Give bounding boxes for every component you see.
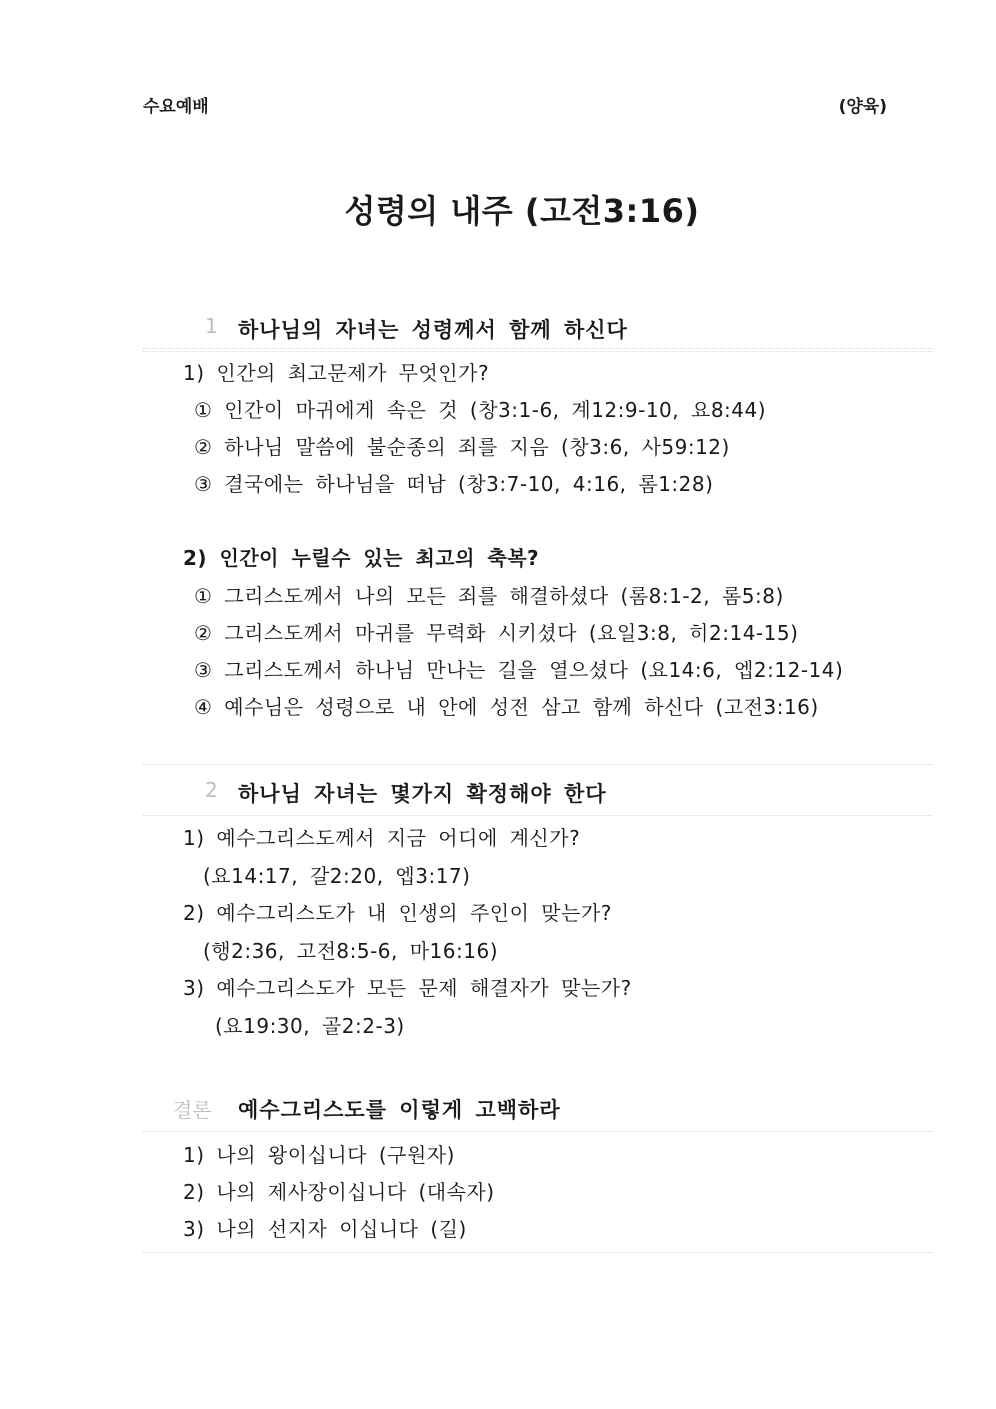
page-title: 성령의 내주 (고전3:16) bbox=[344, 192, 700, 230]
section-1-subitem-1: ① 인간이 마귀에게 속은 것 (창3:1-6, 계12:9-10, 요8:44) bbox=[194, 398, 767, 422]
section-1-subitem-2: ② 하나님 말씀에 불순종의 죄를 지음 (창3:6, 사59:12) bbox=[194, 435, 730, 459]
section-2-item-3: 3) 예수그리스도가 모든 문제 해결자가 맞는가? bbox=[183, 976, 632, 1000]
section-1-item-2: 2) 인간이 누릴수 있는 최고의 축복? bbox=[183, 546, 540, 570]
header-right-label: (양육) bbox=[838, 97, 887, 117]
section-2-item-2-ref: (행2:36, 고전8:5-6, 마16:16) bbox=[203, 939, 498, 963]
section-2-number: 2 bbox=[205, 778, 218, 802]
section-2-header bbox=[143, 770, 933, 816]
conclusion-label: 결론 bbox=[173, 1098, 212, 1122]
section-1-number: 1 bbox=[205, 314, 218, 338]
section-1-subitem-3: ③ 결국에는 하나님을 떠남 (창3:7-10, 4:16, 롬1:28) bbox=[194, 472, 714, 496]
conclusion-bottom-rule bbox=[143, 1252, 933, 1253]
section-2-item-3-ref: (요19:30, 골2:2-3) bbox=[215, 1014, 405, 1038]
section-1-subitem-4: ① 그리스도께서 나의 모든 죄를 해결하셨다 (롬8:1-2, 롬5:8) bbox=[194, 584, 784, 608]
section-1-header bbox=[143, 306, 933, 352]
conclusion-heading: 예수그리스도를 이렇게 고백하라 bbox=[238, 1098, 561, 1122]
conclusion-header bbox=[143, 1086, 933, 1132]
section-1-item-1: 1) 인간의 최고문제가 무엇인가? bbox=[183, 361, 490, 385]
section-1-subitem-6: ③ 그리스도께서 하나님 만나는 길을 열으셨다 (요14:6, 엡2:12-14) bbox=[194, 658, 844, 682]
section-2-top-rule bbox=[143, 764, 933, 765]
conclusion-item-1: 1) 나의 왕이십니다 (구원자) bbox=[183, 1143, 455, 1167]
section-2-heading: 하나님 자녀는 몇가지 확정해야 한다 bbox=[238, 782, 607, 806]
section-1-subitem-5: ② 그리스도께서 마귀를 무력화 시키셨다 (요일3:8, 히2:14-15) bbox=[194, 621, 799, 645]
section-2-item-1: 1) 예수그리스도께서 지금 어디에 계신가? bbox=[183, 826, 581, 850]
header-left-label: 수요예배 bbox=[143, 97, 209, 117]
conclusion-item-2: 2) 나의 제사장이십니다 (대속자) bbox=[183, 1180, 495, 1204]
section-1-heading: 하나님의 자녀는 성령께서 함께 하신다 bbox=[238, 318, 628, 342]
section-2-item-1-ref: (요14:17, 갈2:20, 엡3:17) bbox=[203, 864, 471, 888]
section-2-item-2: 2) 예수그리스도가 내 인생의 주인이 맞는가? bbox=[183, 901, 612, 925]
conclusion-item-3: 3) 나의 선지자 이십니다 (길) bbox=[183, 1217, 467, 1241]
section-1-subitem-7: ④ 예수님은 성령으로 내 안에 성전 삼고 함께 하신다 (고전3:16) bbox=[194, 695, 819, 719]
